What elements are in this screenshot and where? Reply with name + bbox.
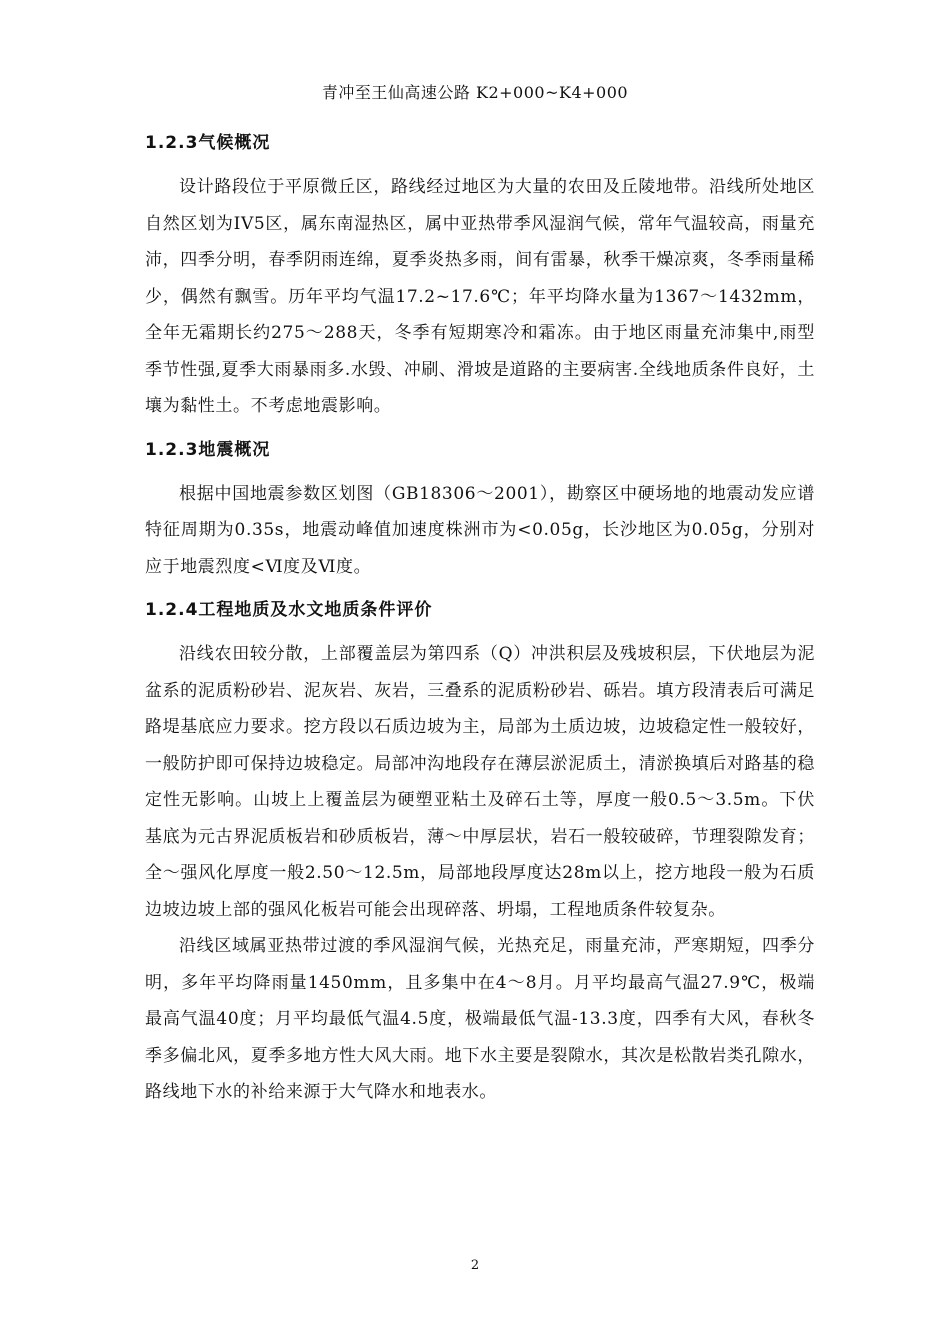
section-earthquake (145, 435, 815, 586)
page-number: 2 (470, 1258, 480, 1273)
section-heading: 1.2.3地震概况 (145, 439, 271, 460)
section-heading: 1.2.3气候概况 (145, 133, 271, 153)
section-climate (145, 128, 815, 425)
document-body (145, 118, 815, 1119)
section-geology (145, 595, 815, 1111)
page-header: 青冲至王仙高速公路 K2+000~K4+000 (321, 83, 629, 102)
section-heading: 1.2.4工程地质及水文地质条件评价 (145, 600, 433, 620)
paragraph: 根据中国地震参数区划图（GB18306～2001），勘察区中硬场地的地震动发应谱特征周期为0.35s，地震动峰值加速度株洲市为<0.05g，长沙地区为0.05g，分别对应于地震烈度<Ⅵ度及Ⅵ度。 (145, 483, 815, 577)
paragraph: 设计路段位于平原微丘区，路线经过地区为大量的农田及丘陵地带。沿线所处地区自然区划为IV5区，属东南湿热区，属中亚热带季风湿润气候，常年气温较高，雨量充沛，四季分明，春季阴雨连绵，夏季炎热多雨，间有雷暴，秋季干燥凉爽，冬季雨量稀少，偶然有飘雪。历年平均气温17.2~17.6℃；年平均降水量为1367～1432mm，全年无霜期长约275～288天，冬季有短期寒冷和霜冻。由于地区雨量充沛集中,雨型季节性强,夏季大雨暴雨多.水毁、冲刷、滑坡是道路的主要病害.全线地质条件良好，土壤为黏性土。不考虑地震影响。 (145, 177, 815, 416)
paragraph: 沿线农田较分散，上部覆盖层为第四系（Q）冲洪积层及残坡积层，下伏地层为泥盆系的泥质粉砂岩、泥灰岩、灰岩，三叠系的泥质粉砂岩、砾岩。填方段清表后可满足路堤基底应力要求。挖方段以石质边坡为主，局部为土质边坡，边坡稳定性一般较好，一般防护即可保持边坡稳定。局部冲沟地段存在薄层淤泥质土，清淤换填后对路基的稳定性无影响。山坡上上覆盖层为硬塑亚粘土及碎石土等，厚度一般0.5～3.5m。下伏基底为元古界泥质板岩和砂质板岩，薄～中厚层状，岩石一般较破碎，节理裂隙发育；全～强风化厚度一般2.50～12.5m，局部地段厚度达28m以上，挖方地段一般为石质边坡边坡上部的强风化板岩可能会出现碎落、坍塌，工程地质条件较复杂。 (145, 644, 815, 920)
paragraph: 沿线区域属亚热带过渡的季风湿润气候，光热充足，雨量充沛，严寒期短，四季分明，多年平均降雨量1450mm，且多集中在4～8月。月平均最高气温27.9℃，极端最高气温40度；月平均最低气温4.5度，极端最低气温-13.3度，四季有大风，春秋冬季多偏北风，夏季多地方性大风大雨。地下水主要是裂隙水，其次是松散岩类孔隙水，路线地下水的补给来源于大气降水和地表水。 (145, 936, 815, 1102)
